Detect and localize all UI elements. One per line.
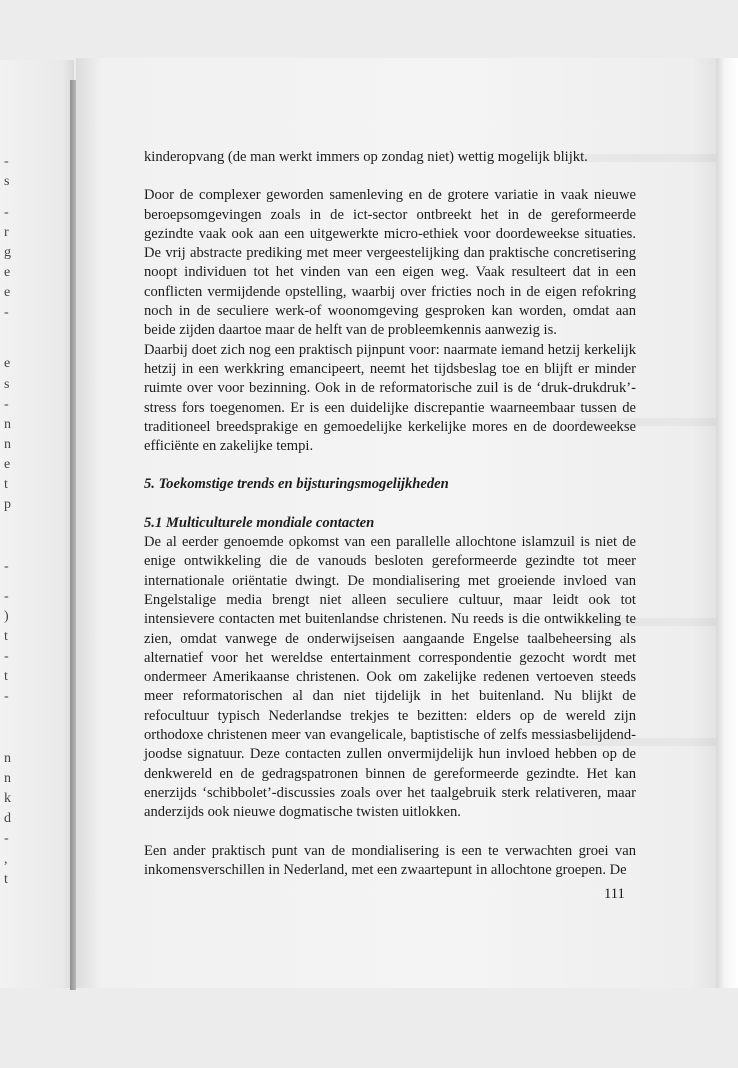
margin-letter: p	[4, 497, 11, 512]
margin-letter: e	[4, 356, 11, 371]
margin-letter: -	[4, 305, 9, 320]
margin-letter: s	[4, 174, 10, 189]
margin-letter: s	[4, 377, 10, 392]
margin-letter: e	[4, 285, 11, 300]
margin-letter: -	[4, 559, 9, 574]
paragraph: De al eerder genoemde opkomst van een parallelle allochtone islamzuil is niet de enige ontwikkeling die de vanouds besloten gereformeerde gezindte tot meer internationale oriëntatie dwingt. De mondialisering met groeiende invloed van Engelstalige media brengt niet alleen seculiere cultuur, maar leidt ook tot intensievere contacten met buitenlandse christenen. Nu reeds is die ontwikkeling te zien, omdat vanwege de onderwijseisen aangaande Engelse taalbeheersing als alternatief voor het wereldse entertainment correspondentie gezocht wordt met ondermeer Amerikaanse christenen. Ook om zakelijke redenen vertoeven steeds meer reformatorischen al dan niet tijdelijk in het buitenland. Nu blijkt de refocultuur typisch Nederlandse trekjes te bezitten: elders op de wereld zijn orthodoxe christenen meer van evangelicale, baptistische of zelfs messiasbelijdend-joodse signatuur. Deze contacten zullen onvermijdelijk hun invloed hebben op de denkwereld en de gedragspatronen binnen de gereformeerde gezindte. Het kan enerzijds ‘schibbolet’-discussies zoals over het taalgebruik sterk relativeren, maar anderzijds ook nieuwe dogmatische twisten uitlokken.	[144, 534, 636, 821]
margin-letter: n	[4, 751, 11, 766]
margin-letter: e	[4, 265, 11, 280]
margin-letter: n	[4, 437, 11, 452]
previous-page-edge	[0, 60, 74, 988]
section-heading: 5. Toekomstige trends en bijsturingsmogelijkheden	[144, 476, 449, 493]
page-number: 111	[604, 886, 625, 902]
margin-letter: r	[4, 225, 9, 240]
margin-letter: n	[4, 417, 11, 432]
margin-letter: k	[4, 791, 11, 806]
page-edge	[716, 58, 738, 988]
paragraph: Een ander praktisch punt van de mondialisering is een te verwachten groei van inkomensverschillen in Nederland, met een zwaartepunt in allochtone groepen. De	[144, 842, 636, 878]
margin-letter: d	[4, 811, 11, 826]
margin-letter: -	[4, 589, 9, 604]
paragraph: kinderopvang (de man werkt immers op zondag niet) wettig mogelijk blijkt.	[144, 149, 588, 165]
margin-letter: g	[4, 245, 11, 260]
margin-letter: -	[4, 205, 9, 220]
margin-letter: t	[4, 872, 8, 887]
margin-letter: -	[4, 649, 9, 664]
body-text	[144, 148, 636, 880]
margin-letter: t	[4, 629, 8, 644]
margin-letter: ,	[4, 852, 8, 867]
margin-letter: t	[4, 477, 8, 492]
margin-letter: e	[4, 457, 11, 472]
margin-letter: n	[4, 771, 11, 786]
margin-letter: )	[4, 609, 9, 624]
margin-letter: -	[4, 397, 9, 412]
margin-letter: -	[4, 154, 9, 169]
paragraph: Daarbij doet zich nog een praktisch pijnpunt voor: naarmate iemand hetzij kerkelijk hetzij in een werkkring emancipeert, neemt het tijdsbeslag toe en blijft er minder ruimte over voor bezinning. Ook in de reformatorische zuil is de ‘druk-drukdruk’-stress fors toegenomen. Er is een duidelijke discrepantie waarneembaar tussen de traditioneel breedsprakige en gemoedelijke kerkelijke mores en de doordeweekse efficiënte en zakelijke tempi.	[144, 341, 636, 455]
paragraph: Door de complexer geworden samenleving en de grotere variatie in vaak nieuwe beroepsomgevingen zoals in de ict-sector ontbreekt het in de gereformeerde gezindte vaak ook aan een uitgewerkte micro-ethiek voor doordeweekse situaties. De vrij abstracte prediking met meer vergeestelijking dan praktische concretisering noopt individuen tot het vinden van een eigen weg. Vaak resulteert dat in een conflicten vermijdende opstelling, waarbij over fricties noch in de eigen refokring noch in de seculiere werk-of woonomgeving gesproken kan worden, omdat aan beide zijden daartoe maar de helft van de probleemkennis aanwezig is.	[144, 187, 636, 339]
margin-letter: t	[4, 669, 8, 684]
subsection-heading: 5.1 Multiculturele mondiale contacten	[144, 514, 375, 531]
margin-letter: -	[4, 831, 9, 846]
margin-letter: -	[4, 689, 9, 704]
